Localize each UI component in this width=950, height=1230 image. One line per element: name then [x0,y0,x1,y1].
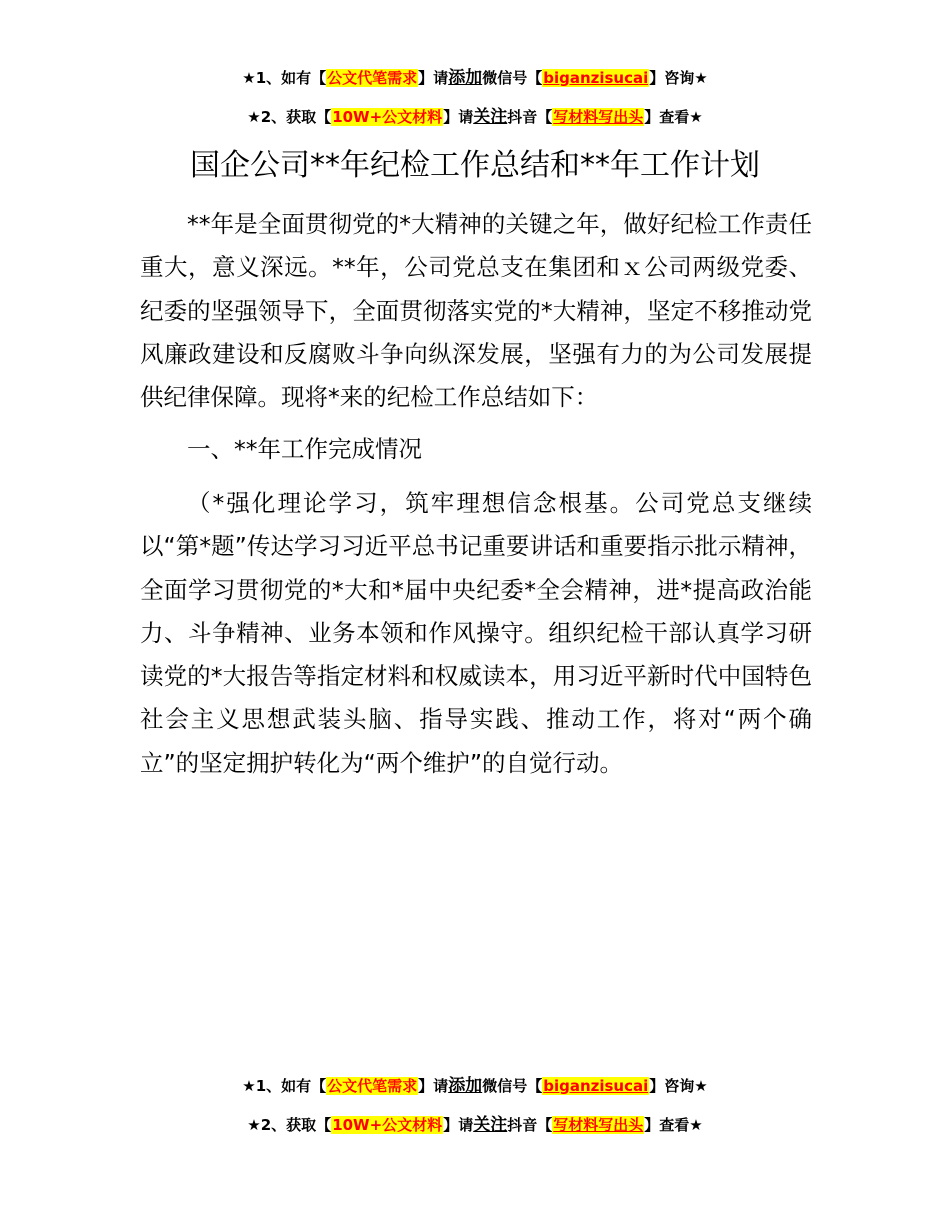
ad-emphasis: 关注 [473,107,508,127]
paragraph-intro-text: **年是全面贯彻党的*大精神的关键之年，做好纪检工作责任重大，意义深远。**年，公司党总支在集团和ｘ公司两级党委、纪委的坚强领导下，全面贯彻落实党的*大精神，坚定不移推动党风廉政建设和反腐败斗争向纵深发展，坚强有力的为公司发展提供纪律保障。现将*来的纪检工作总结如下： [140,210,812,412]
ad-emphasis: 添加 [448,1076,483,1096]
ad-text: ★2、获取【 [247,1116,332,1134]
ad-text: ★1、如有【 [242,69,327,87]
ad-highlight-wechat-id: biganzisucai [543,69,649,87]
ad-highlight-wechat-id: biganzisucai [543,1077,649,1095]
paragraph-intro [140,203,812,419]
paragraph-theory-study-text: （*强化理论学习，筑牢理想信念根基。公司党总支继续以“第*题”传达学习习近平总书记重要讲话和重要指示批示精神，全面学习贯彻党的*大和*届中央纪委*全会精神，进*提高政治能力、斗争精神、业务本领和作风操守。组织纪检干部认真学习研读党的*大报告等指定材料和权威读本，用习近平新时代中国特色社会主义思想武装头脑、指导实践、推动工作，将对“两个确立”的坚定拥护转化为“两个维护”的自觉行动。 [140,489,812,777]
ad-text: 】查看★ [644,1116,703,1134]
ad-text: 】咨询★ [649,1077,708,1095]
ad-text: 】请 [418,69,449,87]
ad-text: 微信号【 [482,1077,543,1095]
ad-highlight-materials: 10W+公文材料 [332,1116,443,1134]
paragraph-theory-study [140,482,812,785]
document-title: 国企公司**年纪检工作总结和**年工作计划 [190,148,760,183]
ad-text: 】请 [418,1077,449,1095]
footer-ad-line-2 [0,1115,950,1135]
section-heading-text: 一、**年工作完成情况 [187,435,422,463]
ad-text: 】请 [443,1116,474,1134]
ad-highlight-douyin-id: 写材料写出头 [553,108,644,126]
ad-text: ★1、如有【 [242,1077,327,1095]
section-heading [140,428,812,471]
footer-ad-line-1 [0,1076,950,1096]
ad-highlight-materials: 10W+公文材料 [332,108,443,126]
ad-text: 抖音【 [507,108,553,126]
ad-text: ★2、获取【 [247,108,332,126]
ad-text: 】查看★ [644,108,703,126]
ad-highlight-service: 公文代笔需求 [327,1077,418,1095]
ad-emphasis: 添加 [448,68,483,88]
ad-text: 抖音【 [507,1116,553,1134]
ad-text: 】咨询★ [649,69,708,87]
ad-highlight-service: 公文代笔需求 [327,69,418,87]
ad-text: 微信号【 [482,69,543,87]
ad-text: 】请 [443,108,474,126]
ad-highlight-douyin-id: 写材料写出头 [553,1116,644,1134]
header-ad-line-2 [0,107,950,127]
header-ad-line-1 [0,68,950,88]
ad-emphasis: 关注 [473,1115,508,1135]
